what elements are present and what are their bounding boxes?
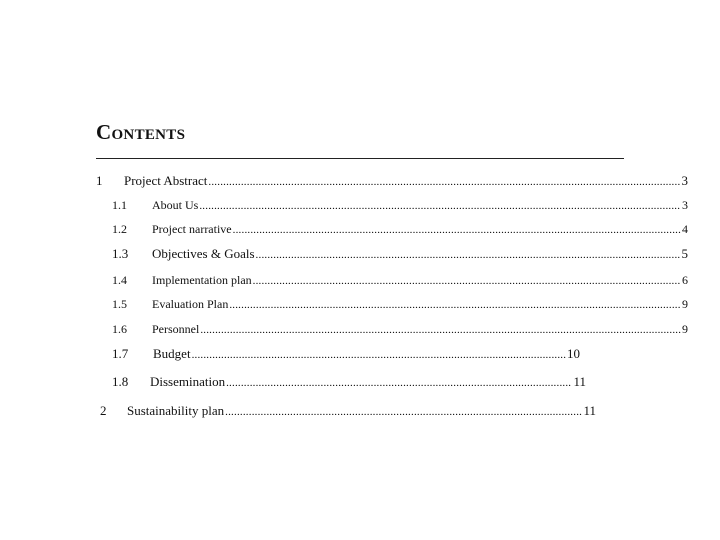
toc-entry-title: Personnel	[152, 322, 200, 336]
toc-entry-page: 9	[682, 322, 688, 336]
toc-entry-number: 1.2	[112, 222, 127, 236]
toc-entry-page: 5	[681, 246, 688, 261]
toc-entry-number: 2	[100, 403, 107, 418]
toc-entry-page: 3	[681, 173, 688, 188]
toc-heading-rest: ONTENTS	[111, 127, 186, 143]
toc-entry-page: 6	[682, 273, 688, 287]
toc-entry-page: 4	[682, 222, 688, 236]
toc-entry-title: Budget	[153, 346, 191, 361]
toc-entry-title: Sustainability plan	[127, 403, 225, 418]
toc-entry-number: 1.3	[112, 246, 129, 261]
toc-heading-initial: C	[96, 120, 112, 144]
toc-leader-dots	[253, 272, 681, 289]
toc-leader-dots	[229, 296, 681, 313]
toc-leader-dots	[208, 173, 680, 190]
toc-entry-number: 1	[96, 173, 103, 188]
toc-entry-title: Project Abstract	[124, 173, 208, 188]
toc-leader-dots	[233, 221, 681, 238]
toc-entry-objectives-goals[interactable]	[112, 245, 688, 263]
toc-entry-dissemination[interactable]	[112, 373, 586, 391]
toc-entry-number: 1.4	[112, 273, 127, 287]
toc-entry-evaluation-plan[interactable]	[112, 295, 688, 313]
toc-entry-about-us[interactable]	[112, 196, 688, 214]
toc-leader-dots	[226, 374, 572, 391]
toc-entry-budget[interactable]	[112, 345, 580, 363]
toc-leader-dots	[199, 197, 681, 214]
toc-entry-title: Evaluation Plan	[152, 297, 229, 311]
toc-entry-number: 1.7	[112, 346, 129, 361]
toc-entry-page: 11	[573, 374, 586, 389]
toc-entry-number: 1.1	[112, 198, 127, 212]
toc-entry-page: 9	[682, 297, 688, 311]
toc-entry-number: 1.8	[112, 374, 129, 389]
toc-entry-title: Objectives & Goals	[152, 246, 255, 261]
toc-leader-dots	[256, 246, 681, 263]
toc-entry-project-narrative[interactable]	[112, 220, 688, 238]
toc-entry-number: 1.5	[112, 297, 127, 311]
toc-leader-dots	[200, 321, 681, 338]
toc-entry-title: Project narrative	[152, 222, 232, 236]
toc-entry-page: 10	[567, 346, 580, 361]
toc-entry-number: 1.6	[112, 322, 127, 336]
toc-entry-personnel[interactable]	[112, 320, 688, 338]
toc-leader-dots	[192, 346, 566, 363]
toc-entry-page: 3	[682, 198, 688, 212]
toc-entry-title: Dissemination	[150, 374, 226, 389]
toc-entry-implementation-plan[interactable]	[112, 271, 688, 289]
toc-entry-page: 11	[583, 403, 596, 418]
toc-entry-sustainability-plan[interactable]	[100, 402, 596, 420]
toc-entry-title: About Us	[152, 198, 199, 212]
heading-divider	[96, 158, 624, 159]
toc-leader-dots	[225, 403, 582, 420]
toc-entry-title: Implementation plan	[152, 273, 252, 287]
toc-entry-project-abstract[interactable]	[96, 172, 688, 190]
toc-heading	[96, 120, 185, 145]
